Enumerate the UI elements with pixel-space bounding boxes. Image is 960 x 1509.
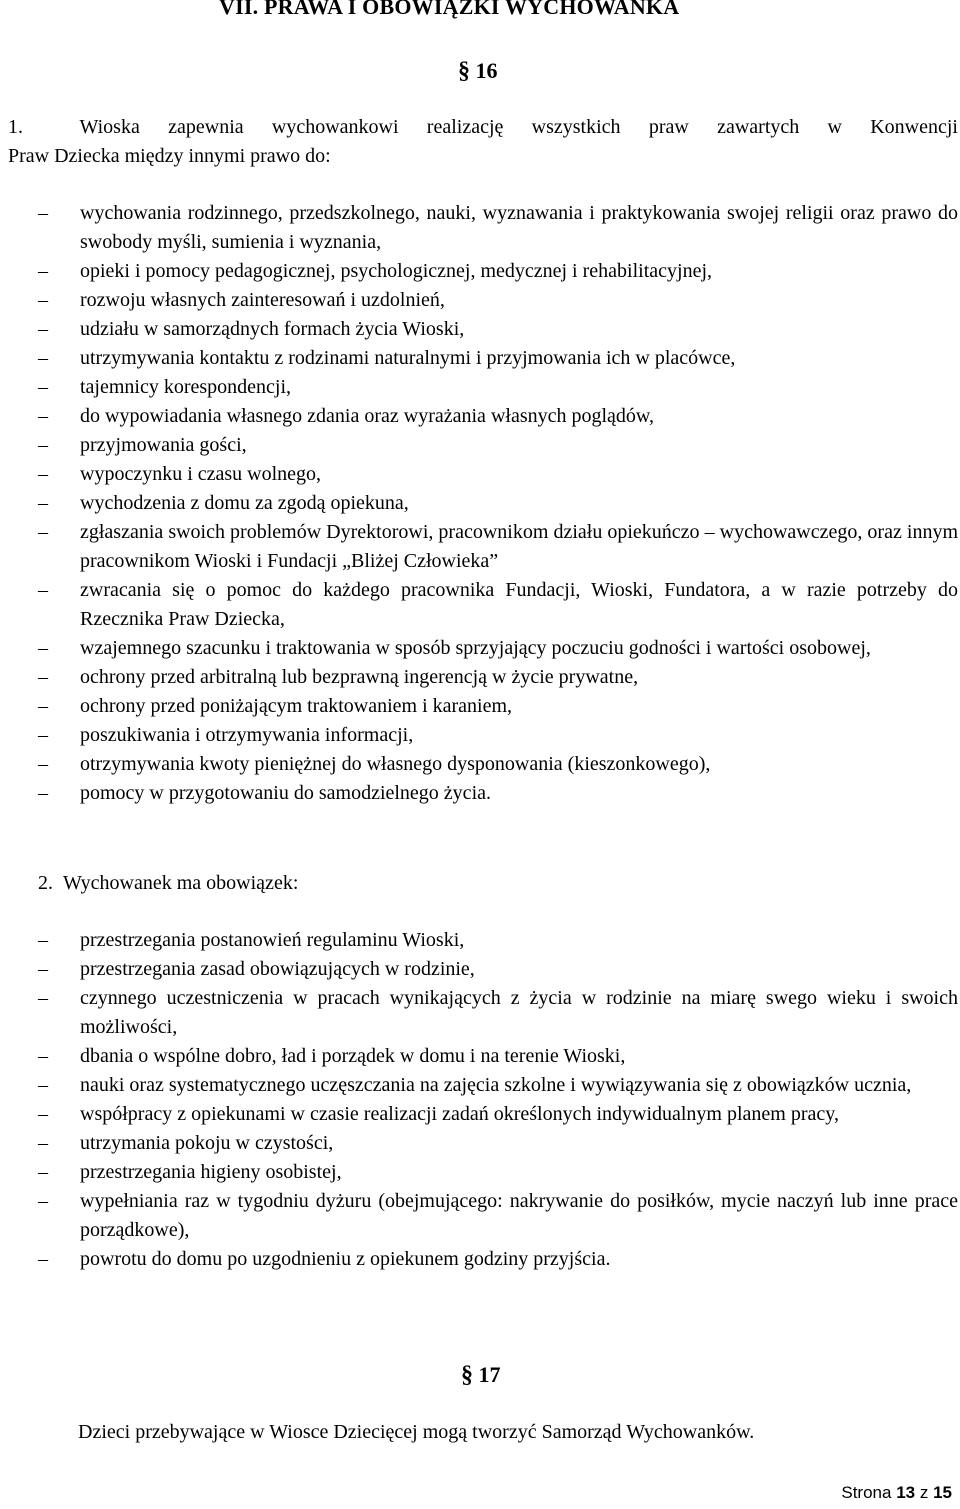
page-title: VII. PRAWA I OBOWIĄZKI WYCHOWANKA [219, 0, 680, 19]
list-item [38, 1245, 958, 1274]
page-footer [841, 1483, 952, 1503]
list-item [38, 750, 958, 779]
list-item [38, 460, 958, 489]
list-item-text: współpracy z opiekunami w czasie realizacji zadań określonych indywidualnym planem pracy, [80, 1103, 839, 1125]
list-item-text: czynnego uczestniczenia w pracach wynikających z życia w rodzinie na miarę swego wieku i swoich możliwości, [80, 987, 958, 1038]
list-item [38, 1100, 958, 1129]
list-item [38, 373, 958, 402]
list-item-text: poszukiwania i otrzymywania informacji, [80, 724, 414, 746]
section-symbol: § [458, 58, 470, 84]
section-17-heading [461, 1362, 501, 1389]
dash-bullet: – [38, 463, 48, 485]
dash-bullet: – [38, 579, 48, 601]
list-item-text: tajemnicy korespondencji, [80, 376, 292, 398]
list-item-text: zgłaszania swoich problemów Dyrektorowi, pracownikom działu opiekuńczo – wychowawczego, oraz innym pracownikom Wioski i Fundacji „Bliżej Człowieka” [80, 521, 958, 572]
list-item [38, 1071, 958, 1100]
point-2-intro-text: Wychowanek ma obowiązek: [63, 872, 299, 894]
list-item-text: rozwoju własnych zainteresowań i uzdolnień, [80, 289, 445, 311]
list-item-text: utrzymania pokoju w czystości, [80, 1132, 334, 1154]
closing-paragraph: Dzieci przebywające w Wiosce Dziecięcej mogą tworzyć Samorząd Wychowanków. [78, 1421, 755, 1443]
list-item [38, 721, 958, 750]
list-item [38, 926, 958, 955]
list-item-text: ochrony przed arbitralną lub bezprawną ingerencją w życie prywatne, [80, 666, 639, 688]
dash-bullet: – [38, 1190, 48, 1212]
dash-bullet: – [38, 405, 48, 427]
list-item-text: zwracania się o pomoc do każdego pracownika Fundacji, Wioski, Fundatora, a w razie potrzeby do Rzecznika Praw Dziecka, [80, 579, 958, 630]
dash-bullet: – [38, 434, 48, 456]
list-item [38, 779, 958, 808]
dash-bullet: – [38, 1103, 48, 1125]
list-item [38, 518, 958, 576]
point-1-intro-text-1: Wioska zapewnia wychowankowi realizację wszystkich praw zawartych w Konwencji [79, 116, 958, 138]
dash-bullet: – [38, 782, 48, 804]
point-1-intro [8, 113, 958, 171]
dash-bullet: – [38, 289, 48, 311]
list-item [38, 576, 958, 634]
list-item-text: otrzymywania kwoty pieniężnej do własnego dysponowania (kieszonkowego), [80, 753, 711, 775]
list-item [38, 315, 958, 344]
list-item [38, 257, 958, 286]
list-item-text: wypoczynku i czasu wolnego, [80, 463, 322, 485]
dash-bullet: – [38, 1248, 48, 1270]
list-item [38, 663, 958, 692]
dash-bullet: – [38, 637, 48, 659]
list-item [38, 344, 958, 373]
list-item [38, 1187, 958, 1245]
list-item [38, 1042, 958, 1071]
list-item-text: utrzymywania kontaktu z rodzinami naturalnymi i przyjmowania ich w placówce, [80, 347, 736, 369]
dash-bullet: – [38, 987, 48, 1009]
list-item [38, 1129, 958, 1158]
list-item [38, 402, 958, 431]
list-item-text: powrotu do domu po uzgodnieniu z opiekunem godziny przyjścia. [80, 1248, 611, 1270]
dash-bullet: – [38, 521, 48, 543]
dash-bullet: – [38, 1161, 48, 1183]
dash-bullet: – [38, 958, 48, 980]
dash-bullet: – [38, 202, 48, 224]
section-symbol: § [461, 1362, 473, 1388]
list-item-text: ochrony przed poniżającym traktowaniem i karaniem, [80, 695, 513, 717]
duties-list [38, 926, 958, 1274]
list-item-text: dbania o wspólne dobro, ład i porządek w domu i na terenie Wioski, [80, 1045, 626, 1067]
point-1-number: 1. [8, 116, 23, 138]
list-item-text: przestrzegania zasad obowiązujących w rodzinie, [80, 958, 475, 980]
list-item-text: wzajemnego szacunku i traktowania w sposób sprzyjający poczuciu godności i wartości osobowej, [80, 637, 871, 659]
point-1-intro-line-1 [8, 113, 958, 142]
dash-bullet: – [38, 376, 48, 398]
list-item-text: wychodzenia z domu za zgodą opiekuna, [80, 492, 409, 514]
list-item [38, 955, 958, 984]
dash-bullet: – [38, 1045, 48, 1067]
list-item [38, 199, 958, 257]
list-item-text: pomocy w przygotowaniu do samodzielnego życia. [80, 782, 491, 804]
dash-bullet: – [38, 492, 48, 514]
list-item-text: nauki oraz systematycznego uczęszczania na zajęcia szkolne i wywiązywania się z obowiązków ucznia, [80, 1074, 912, 1096]
dash-bullet: – [38, 929, 48, 951]
dash-bullet: – [38, 724, 48, 746]
footer-separator: z [919, 1483, 929, 1502]
point-2-intro [38, 869, 298, 898]
list-item-text: udziału w samorządnych formach życia Wioski, [80, 318, 465, 340]
section-16-heading [458, 58, 498, 85]
list-item [38, 984, 958, 1042]
dash-bullet: – [38, 1074, 48, 1096]
dash-bullet: – [38, 260, 48, 282]
list-item [38, 489, 958, 518]
rights-list [38, 199, 958, 808]
list-item-text: do wypowiadania własnego zdania oraz wyrażania własnych poglądów, [80, 405, 655, 427]
section-number: 17 [478, 1362, 501, 1387]
point-2-number: 2. [38, 872, 53, 894]
list-item [38, 634, 958, 663]
dash-bullet: – [38, 753, 48, 775]
footer-total-pages: 15 [933, 1483, 952, 1502]
point-1-intro-line-2: Praw Dziecka między innymi prawo do: [8, 145, 331, 167]
list-item-text: wypełniania raz w tygodniu dyżuru (obejmującego: nakrywanie do posiłków, mycie naczyń lub inne prace porządkowe), [80, 1190, 958, 1241]
list-item-text: przestrzegania postanowień regulaminu Wioski, [80, 929, 465, 951]
list-item [38, 1158, 958, 1187]
dash-bullet: – [38, 318, 48, 340]
list-item [38, 692, 958, 721]
list-item-text: opieki i pomocy pedagogicznej, psychologicznej, medycznej i rehabilitacyjnej, [80, 260, 713, 282]
dash-bullet: – [38, 666, 48, 688]
list-item [38, 286, 958, 315]
dash-bullet: – [38, 695, 48, 717]
footer-current-page: 13 [896, 1483, 916, 1502]
dash-bullet: – [38, 347, 48, 369]
list-item-text: wychowania rodzinnego, przedszkolnego, nauki, wyznawania i praktykowania swojej religii oraz prawo do swobody myśli, sumienia i wyznania, [80, 202, 958, 253]
list-item-text: przestrzegania higieny osobistej, [80, 1161, 342, 1183]
list-item [38, 431, 958, 460]
footer-prefix: Strona [841, 1483, 892, 1502]
dash-bullet: – [38, 1132, 48, 1154]
section-number: 16 [475, 58, 498, 83]
list-item-text: przyjmowania gości, [80, 434, 247, 456]
